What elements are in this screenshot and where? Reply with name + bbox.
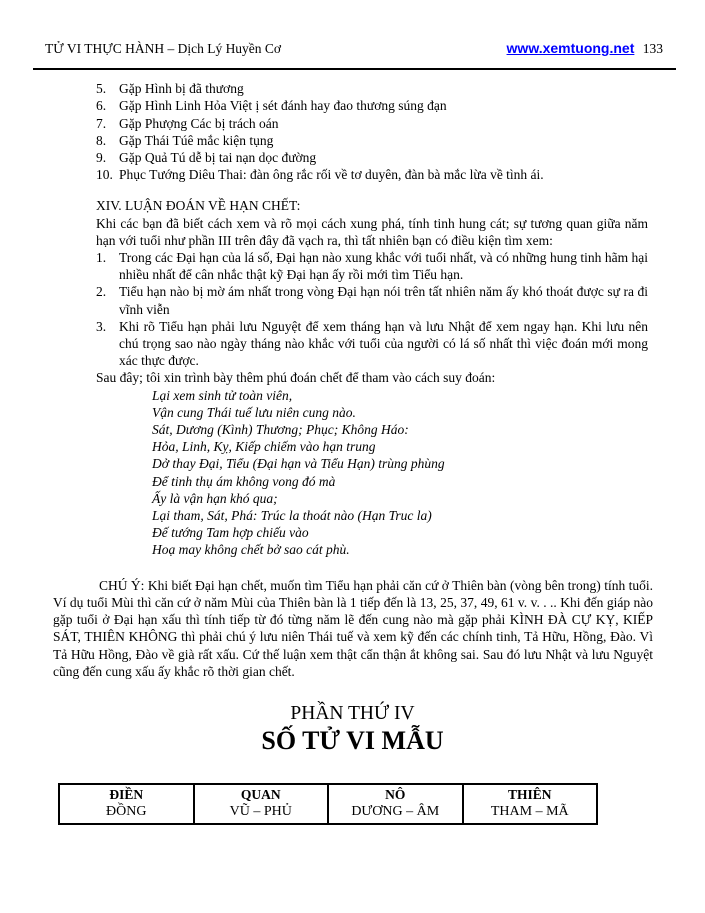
- table-cell: [59, 784, 194, 824]
- table-cell: [194, 784, 329, 824]
- verse-line: Lại xem sinh tử toàn viên,: [152, 387, 293, 403]
- main-content: [96, 80, 648, 558]
- section-heading: XIV. LUẬN ĐOÁN VỀ HẠN CHẾT:: [96, 198, 301, 214]
- list-item: [96, 97, 648, 114]
- verse-line: Ấy là vận hạn khó qua;: [152, 490, 278, 506]
- cell-title: THIÊN: [507, 786, 552, 802]
- verse-line: Để tinh thụ ám không vong đó mà: [152, 473, 336, 489]
- list-item-text: Tiểu hạn nào bị mờ ám nhất trong vòng Đại hạn nói trên tất nhiên năm ấy khó thoát được sự ra đi vĩnh viễn: [119, 284, 648, 317]
- section-outro: Sau đây; tôi xin trình bày thêm phú đoán chết để tham vào cách suy đoán:: [96, 370, 496, 386]
- header-rule: [33, 68, 676, 70]
- list-item-number: 2.: [96, 284, 107, 300]
- list-item-number: 8.: [96, 132, 107, 148]
- list-item-text: Gặp Thái Túê mắc kiện tụng: [119, 132, 274, 148]
- list-item-text: Gặp Hình Linh Hỏa Việt ị sét đánh hay đao thương súng đạn: [119, 98, 447, 114]
- list-item-number: 1.: [96, 250, 107, 266]
- table-row: [59, 784, 597, 824]
- list-item: [96, 115, 648, 132]
- cell-title: QUAN: [240, 786, 281, 802]
- verse-line: Lại tham, Sát, Phá: Trúc la thoát nào (Hạn Truc la): [152, 508, 432, 524]
- list-item: [96, 283, 648, 317]
- verse-line: Dở thay Đại, Tiểu (Đại hạn và Tiểu Hạn) trùng phùng: [152, 456, 445, 472]
- list-item-number: 3.: [96, 318, 107, 334]
- verse-line: Đế tướng Tam hợp chiếu vào: [152, 525, 309, 541]
- verse-line: Vận cung Thái tuế lưu niên cung nào.: [152, 404, 356, 420]
- list-item-text: Trong các Đại hạn của lá số, Đại hạn nào xung khắc với tuổi nhất, và có những hung tinh hãm hại nhiều nhất để cân nhắc thật kỹ Đại hạn ấy rồi mới tìm Tiểu hạn.: [119, 250, 648, 283]
- note-paragraph: CHÚ Ý: Khi biết Đại hạn chết, muốn tìm Tiểu hạn phải căn cứ ở Thiên bàn (vòng bên trong) tính tuổi. Ví dụ tuổi Mùi thì căn cứ ở năm Mùi của Thiên bàn là 1 tiếp đến là 13, 25, 37, 49, 61 v. v. . .. Khi đến giáp nào gặp tuổi ở Đại hạn xấu thì tính tiếp từ đó từng năm lẽ đến cung nào mà gặp phải KÌNH ĐÀ CỰ KỴ, KIẾP SÁT, THIÊN KHÔNG thì phải chú ý lưu niên Thái tuế và xem kỹ đến các chính tinh, Tả Hữu, Hồng, Đào. Vì Tả Hữu Hồng, Đào về già rất xấu. Cứ thế luận xem thật cẩn thận ắt không sai. Sau đó lưu Nhật và lưu Nguyệt cũng đến cung xấu ấy khắc rõ thời gian chết.: [53, 577, 653, 679]
- list-item: [96, 132, 648, 149]
- list-item-number: 7.: [96, 115, 107, 131]
- palace-table: [58, 783, 598, 825]
- list-item-text: Gặp Quả Tú dễ bị tai nạn dọc đường: [119, 150, 317, 166]
- list-item-text: Khi rõ Tiểu hạn phải lưu Nguyệt để xem tháng hạn và lưu Nhật để xem ngay hạn. Khi lưu nên chú trọng sao nào ngày tháng nào khắc với tuổi của người có lá số nhất thì việc đoán mới mong xác thực được.: [119, 318, 648, 369]
- website-link[interactable]: www.xemtuong.net: [506, 40, 635, 56]
- list-item: [96, 249, 648, 283]
- list-item-text: Gặp Phượng Các bị trách oán: [119, 115, 279, 131]
- list-item-number: 10.: [96, 167, 113, 183]
- part-title: PHẦN THỨ IV: [290, 702, 415, 724]
- list-item-number: 6.: [96, 98, 107, 114]
- table-cell: [328, 784, 463, 824]
- cell-title: ĐIỀN: [109, 786, 144, 802]
- cell-value: DƯƠNG – ÂM: [351, 803, 440, 819]
- list-item-text: Gặp Hình bị đã thương: [119, 81, 244, 97]
- part-subtitle: SỐ TỬ VI MẪU: [261, 725, 444, 755]
- verse-line: Sát, Dương (Kình) Thương; Phục; Không Háo:: [152, 422, 409, 438]
- list-item: [96, 149, 648, 166]
- list-item: [96, 318, 648, 370]
- verse-line: Hỏa, Linh, Kỵ, Kiếp chiếm vào hạn trung: [152, 439, 376, 455]
- cell-value: VŨ – PHỦ: [229, 803, 292, 819]
- list-item-number: 5.: [96, 81, 107, 97]
- page-number: 133: [642, 41, 663, 56]
- header-right: [507, 40, 663, 57]
- cell-value: ĐỒNG: [106, 803, 147, 819]
- list-item: [96, 80, 648, 97]
- list-item-number: 9.: [96, 150, 107, 166]
- cell-value: THAM – MÃ: [490, 803, 569, 819]
- table-cell: [463, 784, 598, 824]
- list-item-text: Phục Tướng Diêu Thai: đàn ông rắc rối về tơ duyên, đàn bà mắc lừa về tình ái.: [119, 167, 544, 183]
- cell-title: NÔ: [385, 786, 406, 802]
- list-item: [96, 166, 648, 183]
- page-header: [0, 0, 705, 57]
- verse-block: [152, 387, 648, 559]
- book-title: TỬ VI THỰC HÀNH – Dịch Lý Huyền Cơ: [45, 41, 282, 56]
- verse-line: Hoạ may không chết bở sao cát phù.: [152, 542, 350, 558]
- section-intro: Khi các bạn đã biết cách xem và rõ mọi cách xung phá, tính tinh hung cát; sự tương quan giữa năm hạn với tuổi như phần III trên đây đã vạch ra, thì tất nhiên bạn có điều kiện tìm xem:: [96, 215, 648, 248]
